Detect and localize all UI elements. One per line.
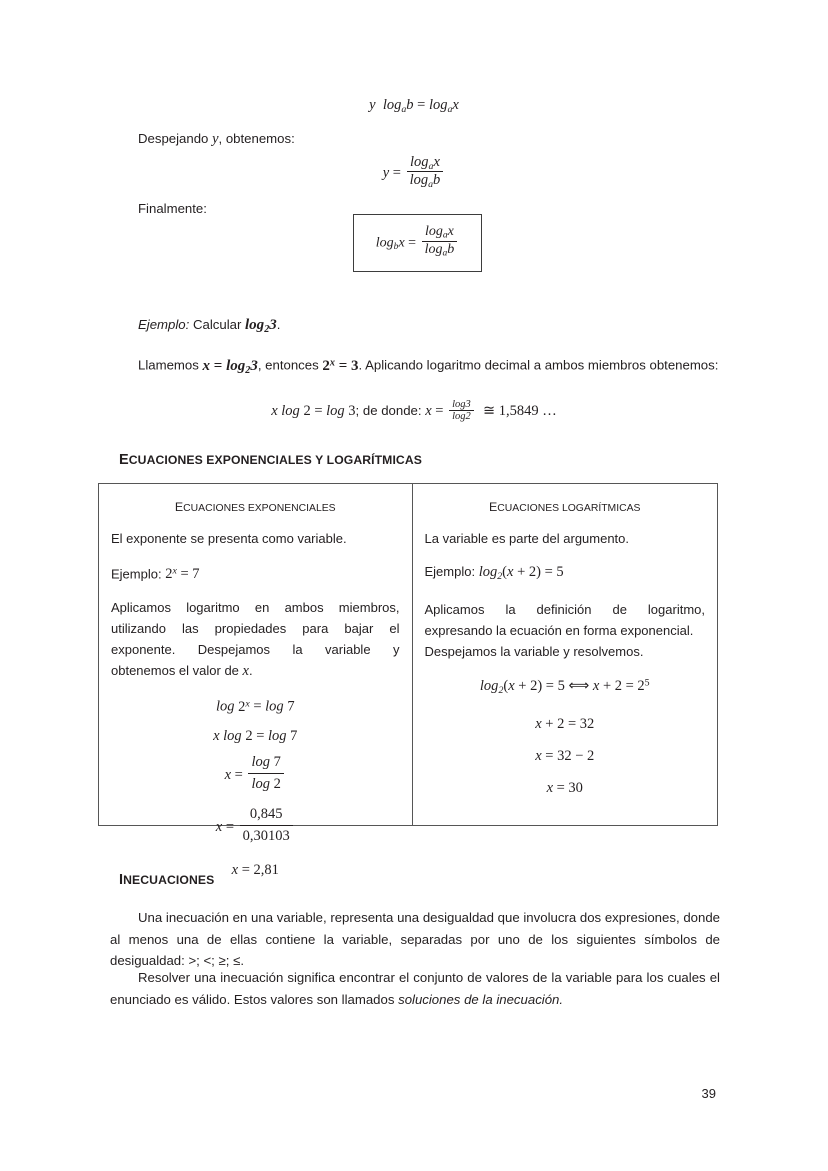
line-finalmente: Finalmente: <box>138 201 207 216</box>
col1-step-3: x = 32 − 2 <box>535 747 595 764</box>
eq1-y: y <box>369 97 376 113</box>
llamemos-expr-1: $x = \log_23$ <box>202 357 258 376</box>
col1-desc-mid: expresando la ecuación en forma exponencial. <box>424 622 694 638</box>
example-expression: $\log_23$ <box>245 317 277 335</box>
col0-header-first: E <box>174 500 184 514</box>
col1-header-rest: CUACIONES LOGARÍTMICAS <box>497 503 641 514</box>
col1-step-1: $\log_2(x + 2) = 5$ ⟺ $x + 2 = 2^5$ <box>479 677 650 696</box>
line-despejando <box>138 128 538 151</box>
equation-de-donde: ; de donde: <box>355 403 426 418</box>
col0-header-rest: CUACIONES EXPONENCIALES <box>183 503 336 514</box>
llamemos-pre: Llamemos <box>138 357 203 373</box>
heading-first-letter: E <box>119 452 129 468</box>
column-header-exponenciales <box>99 498 412 516</box>
despejando-pre: Despejando <box>138 131 213 146</box>
paragraph-inecuacion-definicion: Una inecuación en una variable, representa una desigualdad que involucra dos expresiones, donde al menos una de ellas contiene la variable, separadas por uno de los siguientes símbolos de desigualdad: >; <; ≥; ≤. <box>110 910 720 968</box>
boxed-change-of-base-formula: $\log_bx$ = $\frac{\log_ax}{\log_ab}$ <box>353 214 482 272</box>
col0-step-2: x log 2 = log 7 <box>213 727 298 744</box>
despejando-variable: y <box>212 131 219 147</box>
col0-step4-num: 0,845 <box>249 806 283 823</box>
equation-x-log2: x log 2 = log 3; de donde: x = $\frac{\log 3}{\log 2}$ ≅ 1,5849 … <box>271 399 557 423</box>
column-body-logaritmicas <box>413 528 718 799</box>
col1-line1: La variable es parte del argumento. <box>424 531 630 546</box>
col1-description-tail <box>425 641 706 662</box>
comparison-table <box>98 483 718 878</box>
col1-description-mid <box>425 620 706 641</box>
equation-y-fraction: y = $\frac{\log_ax}{\log_ab}$ <box>0 155 828 192</box>
col0-step-1: log 2$^x$ = log 7 <box>215 698 295 715</box>
example-period: . <box>276 317 281 332</box>
col1-header-first: E <box>489 500 498 514</box>
section-heading-inecuaciones <box>119 871 214 889</box>
col0-example <box>111 561 400 585</box>
col0-step-3: x = $\frac{\log 7}{\log 2}$ <box>111 754 400 797</box>
column-body-exponenciales <box>99 528 412 881</box>
inecuaciones-heading-first: I <box>119 872 124 888</box>
paragraph2-emphasis: soluciones de la inecuación. <box>398 991 564 1007</box>
llamemos-expr-2: $2^x = 3$ <box>322 357 359 374</box>
col1-example-label: Ejemplo: <box>424 564 479 579</box>
col0-step-4: x = $\frac{0,845}{0,30103}$ <box>111 806 400 849</box>
page-number: 39 <box>701 1086 716 1101</box>
col1-desc-tail: Despejamos la variable y resolvemos. <box>424 643 644 659</box>
inecuaciones-heading-rest: NECUACIONES <box>123 873 215 887</box>
col1-step-2: x + 2 = 32 <box>535 715 595 732</box>
col0-example-expr: $2^x = 7$ <box>165 566 200 583</box>
col0-desc-tail-post: . <box>248 663 253 679</box>
col0-description <box>111 597 400 660</box>
col1-example <box>425 561 706 587</box>
col0-step-5: x = 2,81 <box>231 861 279 878</box>
paragraph2-pre: Resolver una inecuación significa encontrar el conjunto de valores de la variable para los cuales el enunciado es válido. Estos valores son llamados <box>110 970 720 1007</box>
equation-y-loga-b: y $\log_ab = \log_ax$ <box>369 97 459 115</box>
llamemos-mid: , entonces <box>257 357 323 373</box>
fraction-log7-log2: $\frac{\log 7}{\log 2}$ <box>248 752 283 795</box>
heading-rest: CUACIONES EXPONENCIALES Y LOGARÍTMICAS <box>128 453 422 467</box>
paragraph-resolver-inecuacion <box>110 967 720 1010</box>
table-column-logaritmicas <box>413 484 718 825</box>
col1-step-4: x = 30 <box>546 779 583 796</box>
example-line <box>138 314 538 340</box>
example-text: Calcular <box>189 317 246 332</box>
paragraph-llamemos <box>110 352 720 381</box>
table-column-exponenciales <box>99 484 413 878</box>
section-heading-ecuaciones <box>119 451 422 469</box>
col0-example-label: Ejemplo: <box>111 566 166 582</box>
col0-step4-den: 0,30103 <box>240 825 293 847</box>
despejando-post: , obtenemos: <box>218 131 295 146</box>
col1-example-expr: $\log_2(x + 2) = 5$ <box>478 564 564 582</box>
col0-desc-tail-pre: obtenemos el valor de <box>111 663 243 679</box>
fraction-log3-log2: $\frac{\log 3}{\log 2}$ <box>449 399 474 422</box>
col0-description-tail <box>111 660 400 682</box>
col0-line1: El exponente se presenta como variable. <box>111 531 347 546</box>
fraction-0845-030103 <box>240 804 293 847</box>
llamemos-post: . Aplicando logaritmo decimal a ambos miembros obtenemos: <box>358 357 719 373</box>
column-header-logaritmicas <box>413 498 718 516</box>
col0-desc-tail-var: x <box>242 663 249 680</box>
col1-description-head <box>425 599 706 620</box>
col1-desc-head: Aplicamos la definición de logaritmo, <box>424 601 705 617</box>
fraction-loga-x-over-loga-b: $\frac{\log_ax}{\log_ab}$ <box>407 154 444 191</box>
fraction-boxed: $\frac{\log_ax}{\log_ab}$ <box>422 224 458 258</box>
col0-description-head: Aplicamos logaritmo en ambos miembros, utilizando las propiedades para bajar el exponente. Despejamos la variable y <box>111 600 400 658</box>
example-label: Ejemplo: <box>138 317 190 332</box>
